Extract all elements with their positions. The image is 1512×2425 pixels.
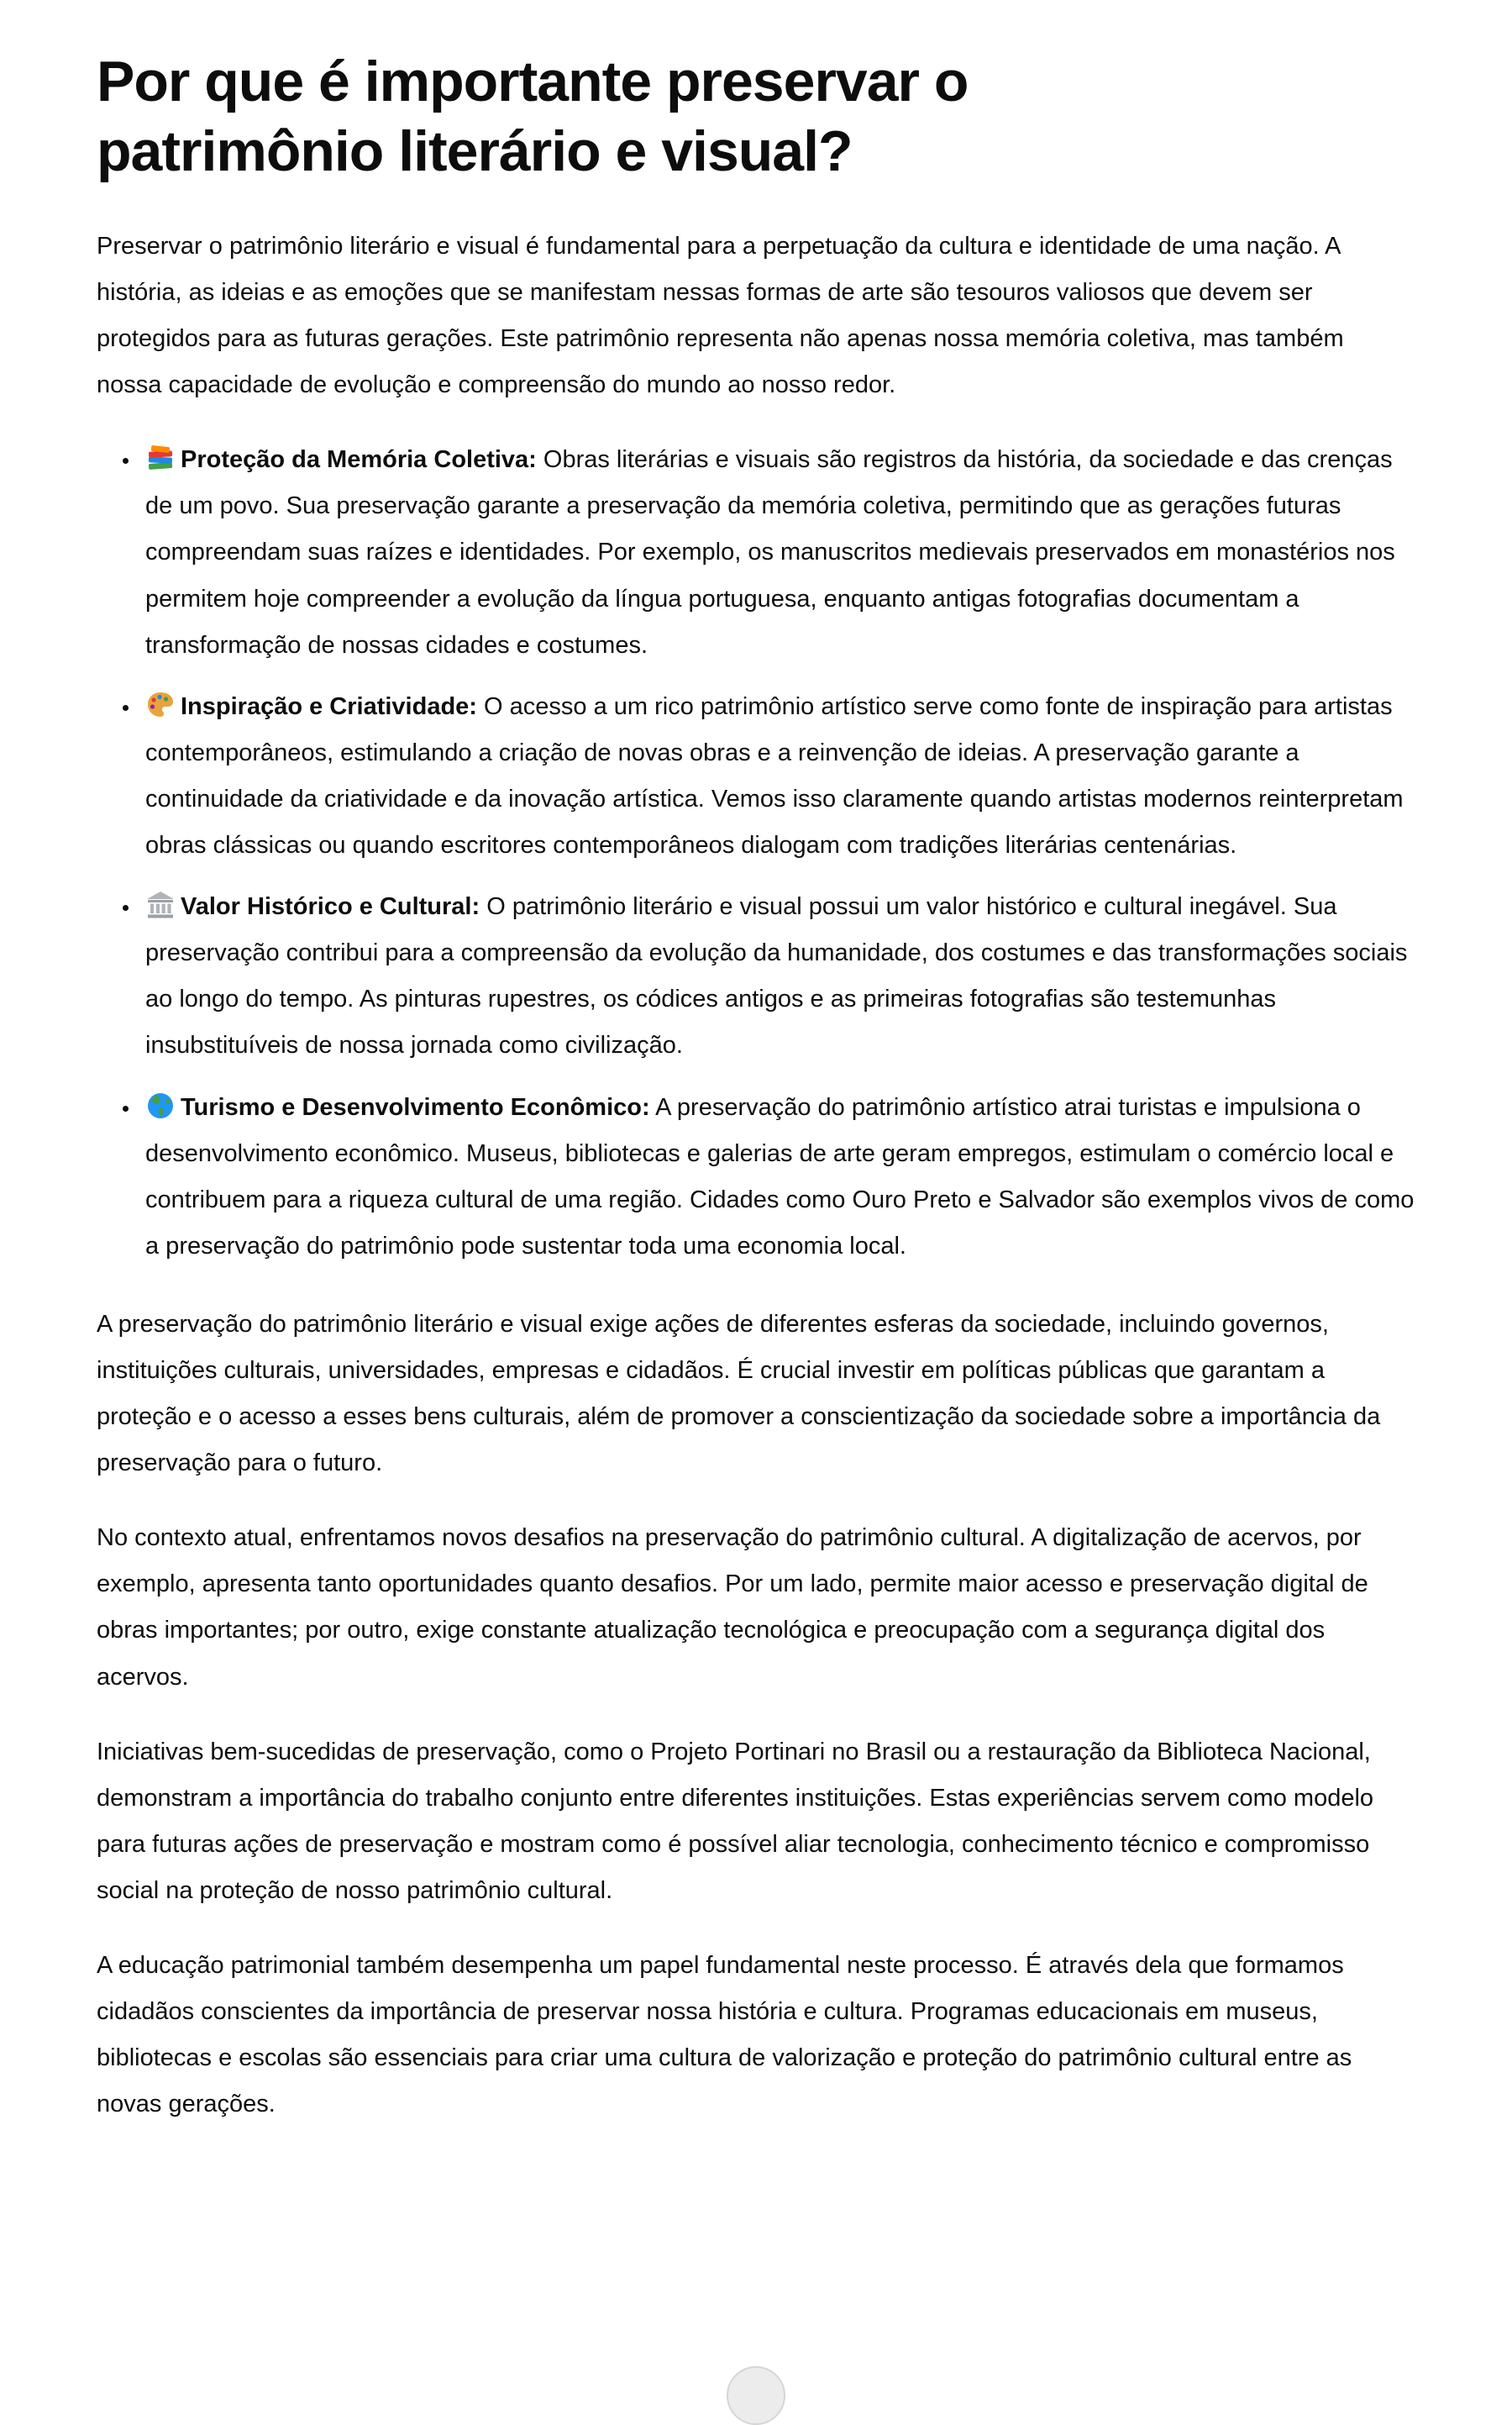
- list-item: [140, 1085, 1415, 1270]
- list-item-text: Obras literárias e visuais são registros da história, da sociedade e das crenças de um povo. Sua preservação garante a preservação da memória coletiva, permitindo que as gerações futuras compreendam suas raízes e identidades. Por exemplo, os manuscritos medievais preservados em monastérios nos permitem hoje compreender a evolução da língua portuguesa, enquanto antigas fotografias documentam a transformação de nossas cidades e costumes.: [145, 446, 1395, 659]
- books-icon: [145, 443, 176, 473]
- palette-icon: [145, 690, 176, 720]
- list-item: [140, 684, 1415, 869]
- list-item-label: Inspiração e Criatividade:: [181, 692, 477, 720]
- list-item: [140, 437, 1415, 668]
- page-title: Por que é importante preservar o patrimônio literário e visual?: [97, 50, 969, 183]
- list-item-label: Proteção da Memória Coletiva:: [181, 446, 537, 474]
- list-item-text: A preservação do patrimônio artístico atrai turistas e impulsiona o desenvolvimento econômico. Museus, bibliotecas e galerias de arte geram empregos, estimulam o comércio local e contribuem para a riqueza cultural de uma região. Cidades como Ouro Preto e Salvador são exemplos vivos de como a preservação do patrimônio pode sustentar toda uma economia local.: [145, 1093, 1415, 1260]
- intro-paragraph: Preservar o patrimônio literário e visual é fundamental para a perpetuação da cultura e identidade de uma nação. A história, as ideias e as emoções que se manifestam nessas formas de arte são tesouros valiosos que devem ser protegidos para as futuras gerações. Este patrimônio representa não apenas nossa memória coletiva, mas também nossa capacidade de evolução e compreensão do mundo ao nosso redor.: [97, 232, 1344, 399]
- paragraph: A educação patrimonial também desempenha um papel fundamental neste processo. É através dela que formamos cidadãos conscientes da importância de preservar nossa história e cultura. Programas educacionais em museus, bibliotecas e escolas são essenciais para criar uma cultura de valorização e proteção do patrimônio cultural entre as novas gerações.: [97, 1952, 1352, 2118]
- list-item-text: O acesso a um rico patrimônio artístico serve como fonte de inspiração para artistas contemporâneos, estimulando a criação de novas obras e a reinvenção de ideias. A preservação garante a continuidade da criatividade e da inovação artística. Vemos isso claramente quando artistas modernos reinterpretam obras clássicas ou quando escritores contemporâneos dialogam com tradições literárias centenárias.: [145, 692, 1404, 860]
- paragraph: A preservação do patrimônio literário e visual exige ações de diferentes esferas da sociedade, incluindo governos, instituições culturais, universidades, empresas e cidadãos. É crucial investir em políticas públicas que garantam a proteção e o acesso a esses bens culturais, além de promover a conscientização da sociedade sobre a importância da preservação para o futuro.: [97, 1310, 1381, 1477]
- list-item-label: Turismo e Desenvolvimento Econômico:: [181, 1093, 650, 1121]
- globe-icon: [145, 1091, 176, 1121]
- list-item-text: O patrimônio literário e visual possui um valor histórico e cultural inegável. Sua preservação contribui para a compreensão da evolução da humanidade, dos costumes e das transformações sociais ao longo do tempo. As pinturas rupestres, os códices antigos e as primeiras fotografias são testemunhas insubstituíveis de nossa jornada como civilização.: [145, 893, 1408, 1060]
- paragraph: No contexto atual, enfrentamos novos desafios na preservação do patrimônio cultural. A digitalização de acervos, por exemplo, apresenta tanto oportunidades quanto desafios. Por um lado, permite maior acesso e preservação digital de obras importantes; por outro, exige constante atualização tecnológica e preocupação com a segurança digital dos acervos.: [97, 1524, 1368, 1691]
- list-item-label: Valor Histórico e Cultural:: [181, 893, 480, 921]
- paragraph: Iniciativas bem-sucedidas de preservação, como o Projeto Portinari no Brasil ou a restauração da Biblioteca Nacional, demonstram a importância do trabalho conjunto entre diferentes instituições. Estas experiências servem como modelo para futuras ações de preservação e mostram como é possível aliar tecnologia, conhecimento técnico e compromisso social na proteção de nosso patrimônio cultural.: [97, 1738, 1374, 1904]
- museum-icon: [145, 890, 176, 920]
- benefits-list: [97, 437, 1415, 1270]
- list-item: [140, 884, 1415, 1069]
- scroll-to-bottom-button[interactable]: [727, 2366, 785, 2425]
